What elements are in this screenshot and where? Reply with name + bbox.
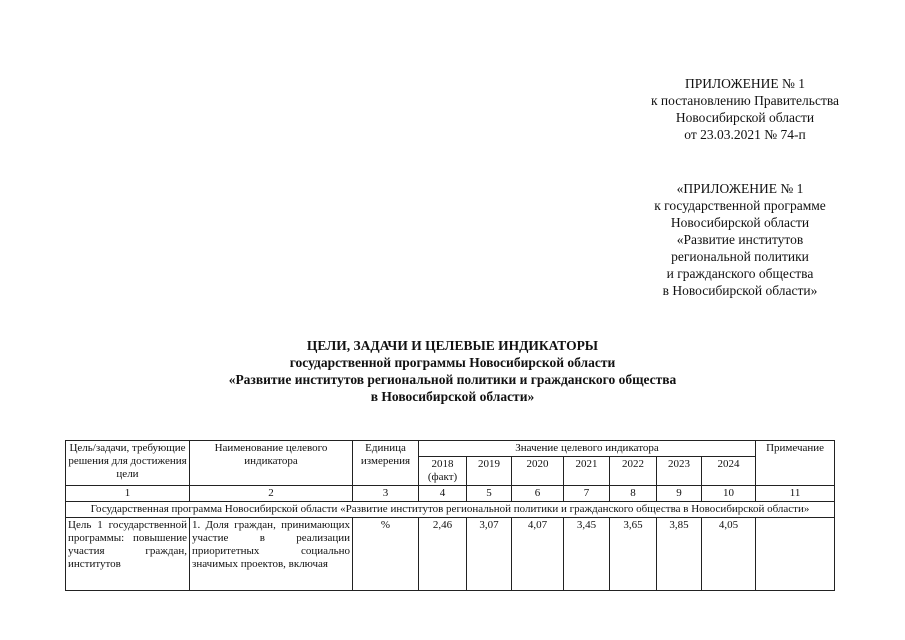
table-program-row [66,502,835,518]
column-number: 3 [353,486,419,502]
goal-cell: Цель 1 государственной программы: повышение участия граждан, институтов [66,518,190,591]
column-number: 8 [610,486,657,502]
annex-program-line: «ПРИЛОЖЕНИЕ № 1 [676,181,804,196]
header-year: 2023 [657,457,702,486]
annex-program-line: региональной политики [671,249,809,264]
unit-cell: % [353,518,419,591]
column-number: 7 [564,486,610,502]
header-year: 2018 (факт) [419,457,467,486]
header-year: 2021 [564,457,610,486]
table-row [66,518,835,591]
value-cell: 2,46 [419,518,467,591]
column-number: 1 [66,486,190,502]
header-note: Примечание [756,441,835,486]
table-numbering-row [66,486,835,502]
annex-decree-reference [640,75,850,143]
header-year: 2019 [467,457,512,486]
header-year: 2024 [702,457,756,486]
value-cell: 3,07 [467,518,512,591]
annex-decree-line: Новосибирской области [675,110,815,125]
column-number: 4 [419,486,467,502]
table-header-row [66,441,835,457]
note-cell [756,518,835,591]
header-year: 2022 [610,457,657,486]
header-indicator: Наименование целевого индикатора [190,441,353,486]
annex-program-reference [625,180,855,299]
indicators-table [65,440,835,591]
header-goal: Цель/задачи, требующие решения для достижения цели [66,441,190,486]
column-number: 9 [657,486,702,502]
column-number: 11 [756,486,835,502]
indicator-cell: 1. Доля граждан, принимающих участие в реализации приоритетных социально значимых проектов, включая [190,518,353,591]
annex-decree-line: ПРИЛОЖЕНИЕ № 1 [684,76,806,91]
annex-program-line: в Новосибирской области» [662,283,818,298]
value-cell: 3,45 [564,518,610,591]
document-title-line: «Развитие институтов региональной политики и гражданского общества [228,372,677,387]
annex-decree-line: к постановлению Правительства [650,93,840,108]
header-value-group: Значение целевого индикатора [419,441,756,457]
document-title-line: в Новосибирской области» [370,389,535,404]
annex-program-line: «Развитие институтов [676,232,804,247]
value-cell: 4,07 [512,518,564,591]
value-cell: 3,85 [657,518,702,591]
annex-decree-line: от 23.03.2021 № 74-п [684,127,806,142]
document-title-line: государственной программы Новосибирской области [289,355,616,370]
value-cell: 4,05 [702,518,756,591]
annex-program-line: Новосибирской области [670,215,810,230]
header-unit: Единица измерения [353,441,419,486]
column-number: 6 [512,486,564,502]
document-title-line: ЦЕЛИ, ЗАДАЧИ И ЦЕЛЕВЫЕ ИНДИКАТОРЫ [306,338,599,353]
value-cell: 3,65 [610,518,657,591]
header-year: 2020 [512,457,564,486]
annex-program-line: к государственной программе [654,198,826,213]
program-name-cell: Государственная программа Новосибирской области «Развитие институтов региональной политики и гражданского общества в Новосибирской области» [66,502,835,518]
column-number: 5 [467,486,512,502]
column-number: 10 [702,486,756,502]
document-title [0,337,905,405]
annex-program-line: и гражданского общества [666,266,814,281]
column-number: 2 [190,486,353,502]
